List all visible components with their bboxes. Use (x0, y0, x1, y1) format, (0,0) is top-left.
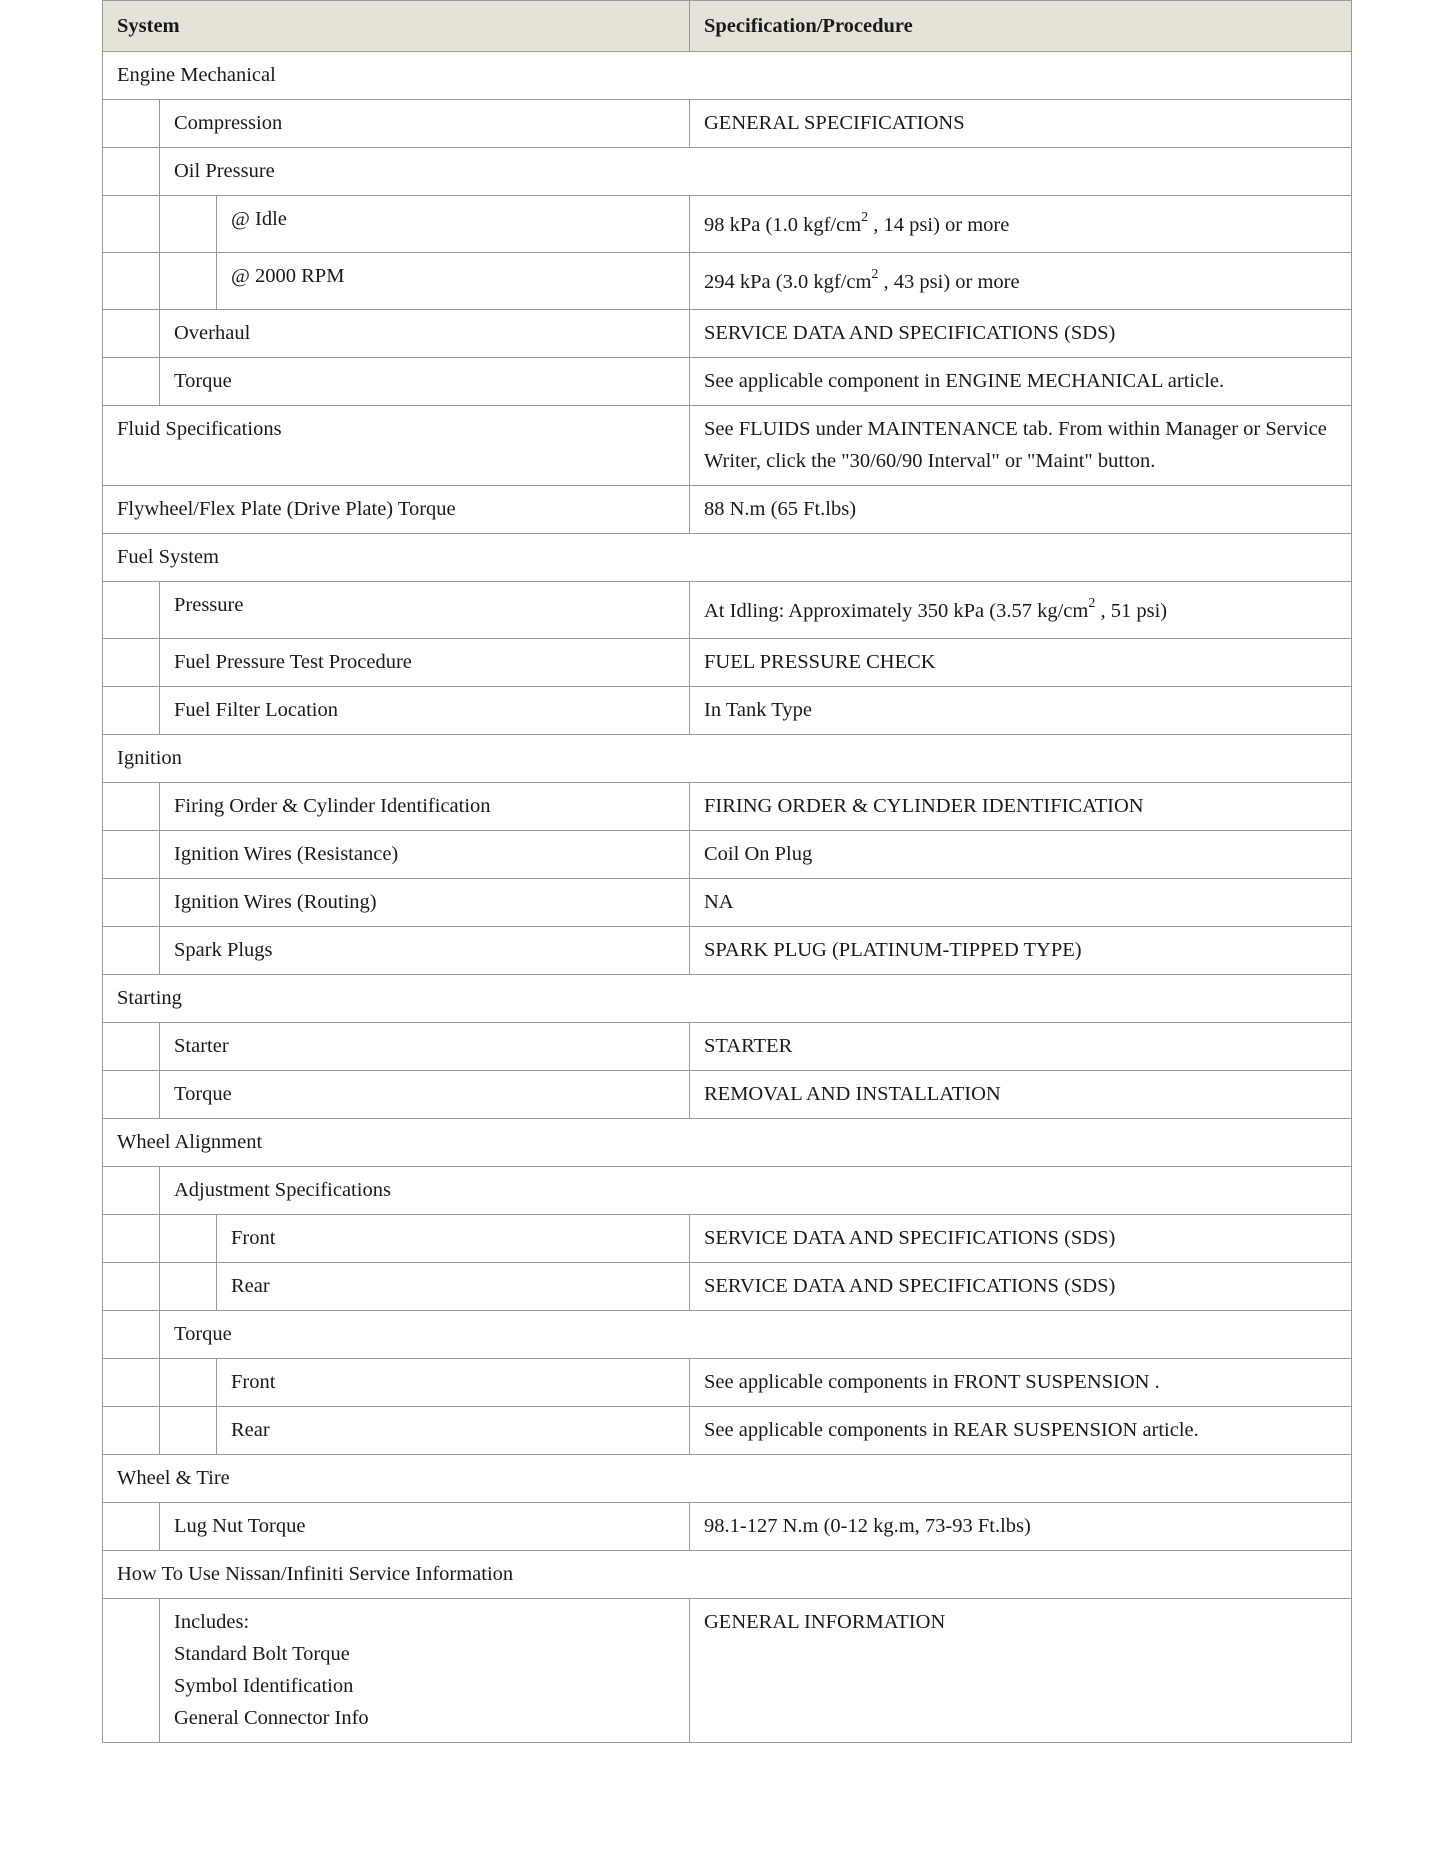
indent-cell (160, 1215, 217, 1263)
indent-cell (160, 1407, 217, 1455)
spec-cell: See FLUIDS under MAINTENANCE tab. From within Manager or Service Writer, click the "30/60/90 Interval" or "Maint" button. (690, 406, 1352, 486)
indent-cell (103, 253, 160, 310)
table-row (103, 783, 1352, 831)
table-row (103, 310, 1352, 358)
indent-cell (160, 196, 217, 253)
table-row (103, 639, 1352, 687)
table-row (103, 975, 1352, 1023)
header-system: System (103, 1, 690, 52)
indent-cell (103, 1407, 160, 1455)
system-category-cell: Engine Mechanical (103, 52, 1352, 100)
table-row (103, 1167, 1352, 1215)
spec-cell: In Tank Type (690, 687, 1352, 735)
spec-cell: SERVICE DATA AND SPECIFICATIONS (SDS) (690, 1263, 1352, 1311)
superscript: 2 (871, 267, 879, 283)
system-category-cell: Wheel Alignment (103, 1119, 1352, 1167)
system-item-cell: Rear (217, 1263, 690, 1311)
table-row (103, 406, 1352, 486)
system-category-cell: Fuel System (103, 534, 1352, 582)
system-item-cell: Spark Plugs (160, 927, 690, 975)
spec-cell: STARTER (690, 1023, 1352, 1071)
indent-cell (103, 100, 160, 148)
indent-cell (103, 1215, 160, 1263)
spec-cell: 88 N.m (65 Ft.lbs) (690, 486, 1352, 534)
system-category-cell: Ignition (103, 735, 1352, 783)
spec-cell: SERVICE DATA AND SPECIFICATIONS (SDS) (690, 1215, 1352, 1263)
table-row (103, 1119, 1352, 1167)
table-row (103, 1311, 1352, 1359)
table-row (103, 52, 1352, 100)
system-category-cell: Wheel & Tire (103, 1455, 1352, 1503)
system-item-cell: Front (217, 1359, 690, 1407)
system-line: Standard Bolt Torque (174, 1643, 350, 1665)
system-item-cell: Torque (160, 1311, 1352, 1359)
indent-cell (103, 148, 160, 196)
system-item-cell: Torque (160, 1071, 690, 1119)
indent-cell (103, 1359, 160, 1407)
table-row (103, 148, 1352, 196)
system-item-cell: Ignition Wires (Routing) (160, 879, 690, 927)
system-item-cell (160, 1599, 690, 1743)
spec-text: , 14 psi) or more (868, 214, 1010, 236)
spec-cell: 98.1-127 N.m (0-12 kg.m, 73-93 Ft.lbs) (690, 1503, 1352, 1551)
spec-text: 294 kPa (3.0 kgf/cm (704, 271, 872, 293)
table-row (103, 927, 1352, 975)
system-item-cell: Pressure (160, 582, 690, 639)
superscript: 2 (1088, 596, 1096, 612)
spec-text: , 43 psi) or more (878, 271, 1020, 293)
system-item-cell: Fuel Filter Location (160, 687, 690, 735)
spec-text: 98 kPa (1.0 kgf/cm (704, 214, 862, 236)
indent-cell (103, 1503, 160, 1551)
indent-cell (103, 358, 160, 406)
spec-cell: REMOVAL AND INSTALLATION (690, 1071, 1352, 1119)
indent-cell (103, 1023, 160, 1071)
system-item-cell: Firing Order & Cylinder Identification (160, 783, 690, 831)
system-line: Symbol Identification (174, 1675, 354, 1697)
table-row (103, 831, 1352, 879)
system-item-cell: Fuel Pressure Test Procedure (160, 639, 690, 687)
indent-cell (103, 1263, 160, 1311)
table-row (103, 687, 1352, 735)
table-row (103, 1023, 1352, 1071)
table-row (103, 253, 1352, 310)
table-row (103, 358, 1352, 406)
system-item-cell: Torque (160, 358, 690, 406)
spec-text: At Idling: Approximately 350 kPa (3.57 kg/cm (704, 600, 1089, 622)
spec-cell (690, 582, 1352, 639)
spec-cell: NA (690, 879, 1352, 927)
spec-cell: See applicable component in ENGINE MECHANICAL article. (690, 358, 1352, 406)
indent-cell (160, 1263, 217, 1311)
table-row (103, 1407, 1352, 1455)
system-item-cell: Ignition Wires (Resistance) (160, 831, 690, 879)
table-row (103, 1551, 1352, 1599)
table-row (103, 1263, 1352, 1311)
table-row (103, 1359, 1352, 1407)
indent-cell (160, 1359, 217, 1407)
system-item-cell: Compression (160, 100, 690, 148)
system-line: Includes: (174, 1611, 250, 1633)
system-item-cell: Starter (160, 1023, 690, 1071)
table-row (103, 879, 1352, 927)
spec-cell: Coil On Plug (690, 831, 1352, 879)
system-category-cell: Flywheel/Flex Plate (Drive Plate) Torque (103, 486, 690, 534)
system-item-cell: @ Idle (217, 196, 690, 253)
table-row (103, 534, 1352, 582)
system-line: General Connector Info (174, 1707, 369, 1729)
table-row (103, 100, 1352, 148)
table-row (103, 486, 1352, 534)
spec-cell: FIRING ORDER & CYLINDER IDENTIFICATION (690, 783, 1352, 831)
indent-cell (103, 310, 160, 358)
indent-cell (103, 927, 160, 975)
spec-cell: SPARK PLUG (PLATINUM-TIPPED TYPE) (690, 927, 1352, 975)
indent-cell (103, 1071, 160, 1119)
system-category-cell: How To Use Nissan/Infiniti Service Information (103, 1551, 1352, 1599)
spec-cell: See applicable components in FRONT SUSPENSION . (690, 1359, 1352, 1407)
table-row (103, 1503, 1352, 1551)
spec-table (102, 0, 1352, 1743)
table-row (103, 1215, 1352, 1263)
spec-cell (690, 196, 1352, 253)
indent-cell (160, 253, 217, 310)
indent-cell (103, 783, 160, 831)
spec-cell: GENERAL INFORMATION (690, 1599, 1352, 1743)
spec-cell: SERVICE DATA AND SPECIFICATIONS (SDS) (690, 310, 1352, 358)
system-item-cell: Overhaul (160, 310, 690, 358)
indent-cell (103, 879, 160, 927)
indent-cell (103, 196, 160, 253)
table-header-row (103, 1, 1352, 52)
header-spec: Specification/Procedure (690, 1, 1352, 52)
table-row (103, 196, 1352, 253)
spec-cell: FUEL PRESSURE CHECK (690, 639, 1352, 687)
indent-cell (103, 582, 160, 639)
indent-cell (103, 1167, 160, 1215)
indent-cell (103, 831, 160, 879)
system-item-cell: Adjustment Specifications (160, 1167, 1352, 1215)
system-category-cell: Starting (103, 975, 1352, 1023)
indent-cell (103, 687, 160, 735)
spec-text: , 51 psi) (1095, 600, 1168, 622)
table-row (103, 582, 1352, 639)
system-item-cell: Lug Nut Torque (160, 1503, 690, 1551)
table-row (103, 735, 1352, 783)
spec-cell (690, 253, 1352, 310)
system-item-cell: Rear (217, 1407, 690, 1455)
table-row (103, 1455, 1352, 1503)
system-item-cell: Front (217, 1215, 690, 1263)
indent-cell (103, 1311, 160, 1359)
table-body (103, 52, 1352, 1743)
spec-cell: GENERAL SPECIFICATIONS (690, 100, 1352, 148)
superscript: 2 (861, 210, 869, 226)
system-category-cell: Fluid Specifications (103, 406, 690, 486)
table-row (103, 1071, 1352, 1119)
system-item-cell: @ 2000 RPM (217, 253, 690, 310)
indent-cell (103, 1599, 160, 1743)
spec-cell: See applicable components in REAR SUSPENSION article. (690, 1407, 1352, 1455)
indent-cell (103, 639, 160, 687)
system-item-cell: Oil Pressure (160, 148, 1352, 196)
table-row (103, 1599, 1352, 1743)
